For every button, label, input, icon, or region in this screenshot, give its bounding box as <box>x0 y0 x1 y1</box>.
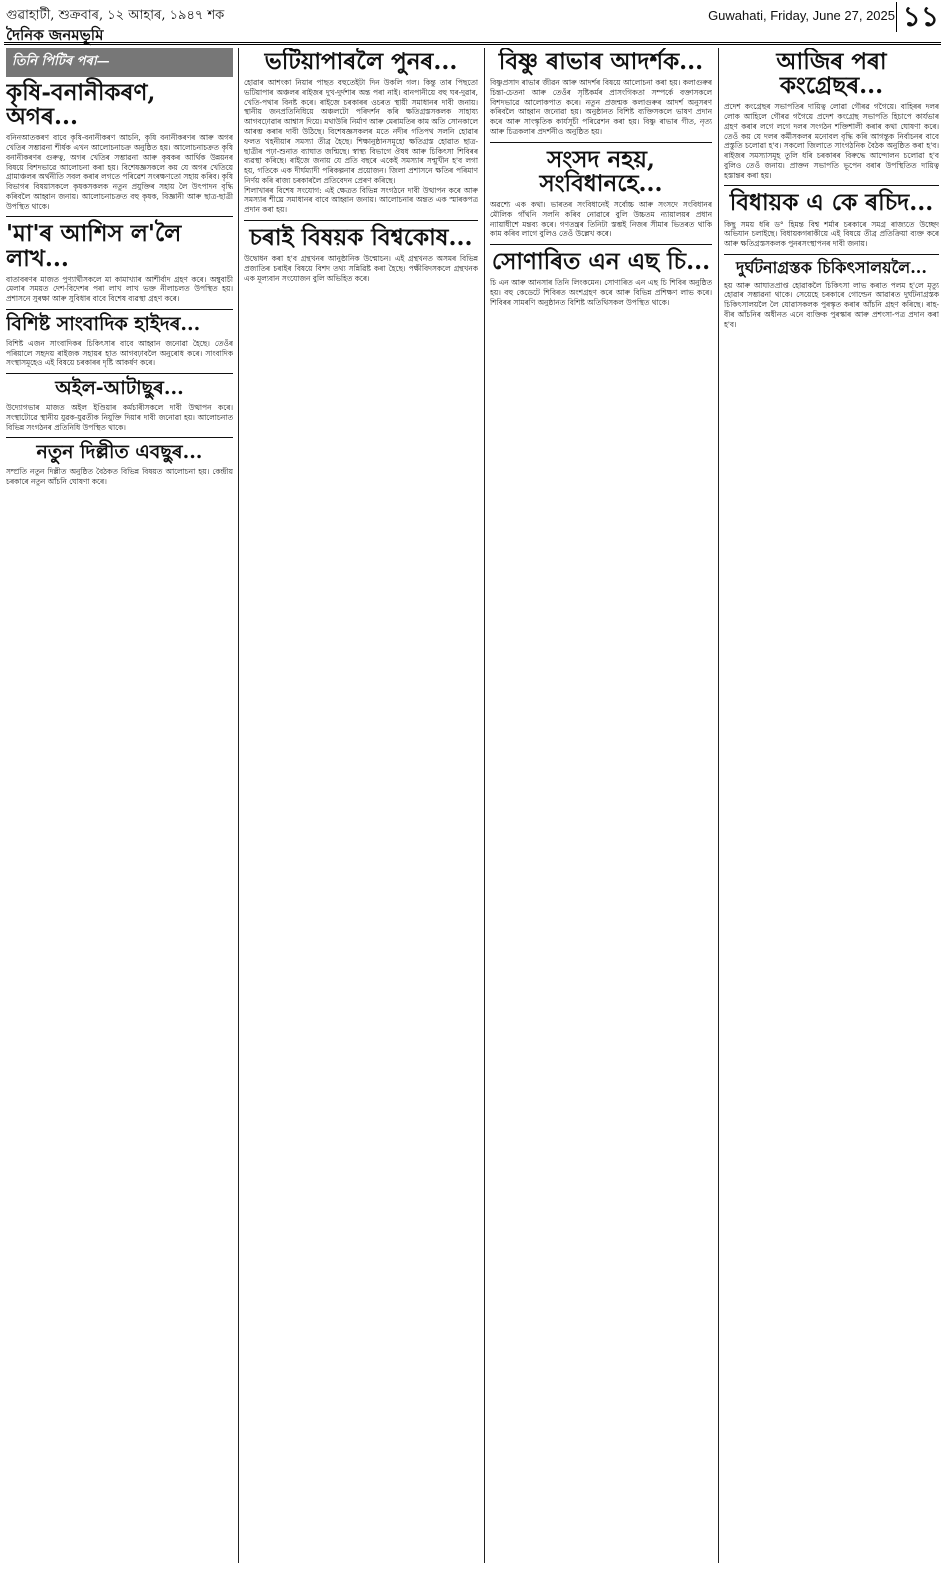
header-rule <box>4 42 941 45</box>
headline-bhatiapar[interactable]: ভটিয়াপাৰলৈ পুনৰ... <box>264 48 458 75</box>
divider <box>244 220 478 221</box>
divider <box>6 216 233 217</box>
article-body: চি এন আৰু আনসাৰ তিনি লিংকমেন। সোণাৰিত এন এছ চি শিবিৰ অনুষ্ঠিত হয়। বহু কেডেটে শিবিৰত অংশগ্ৰহণ কৰে আৰু বিভিন্ন প্ৰশিক্ষণ লাভ কৰে। শিবিৰৰ সামৰণি অনুষ্ঠানত বিশিষ্ট অতিথিসকল উপস্থিত থাকে। <box>490 278 712 307</box>
page-header <box>0 0 945 54</box>
page-number: ১১ <box>896 2 939 32</box>
headline-bishnu-rabha[interactable]: বিষ্ণু ৰাভাৰ আদৰ্শক... <box>498 48 704 75</box>
headline-agar[interactable]: কৃষি-বনানীকৰণ, অগৰ... <box>6 79 156 131</box>
article-body: বিষ্ণুপ্ৰসাদ ৰাভাৰ জীৱন আৰু আদৰ্শৰ বিষয়ে আলোচনা কৰা হয়। কলাগুৰুৰ চিন্তা-চেতনা আৰু তেওঁৰ সৃষ্টিকৰ্মৰ প্ৰাসংগিকতা সম্পৰ্কে বক্তাসকলে বিশদভাৱে আলোকপাত কৰে। নতুন প্ৰজন্মক কলাগুৰুৰ আদৰ্শ অনুসৰণ কৰিবলৈ আহ্বান জনোৱা হয়। অনুষ্ঠানত বিশিষ্ট ব্যক্তিসকলে ভাষণ প্ৰদান কৰে আৰু সাংস্কৃতিক কাৰ্যসূচী পৰিৱেশন কৰা হয়। বিষ্ণু ৰাভাৰ গীত, নৃত্য আৰু চিত্ৰকলাৰ প্ৰদৰ্শনীও অনুষ্ঠিত হয়। <box>490 78 712 136</box>
header-date-local: গুৱাহাটী, শুক্রবাৰ, ১২ আহাৰ, ১৯৪৭ শক <box>6 8 225 23</box>
divider <box>724 185 939 186</box>
article-body: হোৱাৰ আশংকা নিয়াৰ পাছত বহুতেইটা দিন উকলি গল। কিন্তু তাৰ পিছতো ভটিয়াপাৰ অঞ্চলৰ ৰাইজৰ দুখ-দুৰ্দশাৰ অন্ত পৰা নাই। বানপানীয়ে বহু ঘৰ-দুৱাৰ, খেতি-পথাৰ বিনষ্ট কৰে। ৰাইজে চৰকাৰৰ ওচৰত স্থায়ী সমাধানৰ দাবী জনায়। স্থানীয় জনপ্ৰতিনিধিয়ে অঞ্চলটো পৰিদৰ্শন কৰি ক্ষতিগ্ৰস্তসকলক সাহায্য আগবঢ়োৱাৰ আশ্বাস দিয়ে। মথাউৰি নিৰ্মাণ আৰু মেৰামতিৰ কাম অতি সোনকালে আৰম্ভ কৰাৰ দাবী উঠিছে। বিশেষজ্ঞসকলৰ মতে নদীৰ গতিপথ সলনি হোৱাৰ ফলত খহনীয়াৰ সমস্যা তীব্ৰ হৈছে। শিক্ষানুষ্ঠানসমূহো ক্ষতিগ্ৰস্ত হোৱাত ছাত্ৰ-ছাত্ৰীৰ পঢ়া-শুনাত ব্যাঘাত জন্মিছে। স্বাস্থ্য বিভাগে ঔষধ আৰু চিকিৎসা শিবিৰৰ ব্যৱস্থা কৰিছে। ৰাইজে জনায় যে প্ৰতি বছৰে একেই সমস্যাৰ সন্মুখীন হ'ব লগা হয়, গতিকে এক দীৰ্ঘম্যাদী পৰিকল্পনাৰ প্ৰয়োজন। জিলা প্ৰশাসনে ক্ষতিৰ পৰিমাণ নিৰ্ণয় কৰি ৰাজ্য চৰকাৰলৈ প্ৰতিবেদন প্ৰেৰণ কৰিছে। <box>244 78 478 185</box>
continued-kicker: তিনি পিটিৰ পৰা— <box>6 48 233 77</box>
headline-delhi[interactable]: নতুন দিল্লীত এবছুৰ... <box>36 441 203 464</box>
headline-constitution[interactable]: সংসদ নহয়, সংবিধানহে... <box>539 145 663 197</box>
column-rule <box>718 48 719 1563</box>
header-date-english: Guwahati, Friday, June 27, 2025 <box>708 8 895 23</box>
masthead: দৈনিক জনমভূমি <box>6 26 104 44</box>
article-body: উদ্বোধন কৰা হ'ব গ্ৰন্থখনৰ আনুষ্ঠানিক উন্মোচন। এই গ্ৰন্থখনত অসমৰ বিভিন্ন প্ৰজাতিৰ চৰাইৰ বিষয়ে বিশদ তথ্য সন্নিৱিষ্ট কৰা হৈছে। পক্ষীবিদসকলে গ্ৰন্থখনক এক মূল্যবান সংযোজন বুলি অভিহিত কৰে। <box>244 254 478 283</box>
article-body: বাতাবৰণৰ মাজত পুণ্যাৰ্থীসকলে মা কামাখ্যাৰ আশীৰ্বাদ গ্ৰহণ কৰে। অম্বুবাচী মেলাৰ সময়ত দেশ-বিদেশৰ পৰা লাখ লাখ ভক্ত নীলাচলত উপস্থিত হয়। প্ৰশাসনে সুৰক্ষা আৰু সুবিধাৰ বাবে বিশেষ ব্যৱস্থা গ্ৰহণ কৰে। <box>6 274 233 304</box>
column-3 <box>490 48 712 1563</box>
headline-ncc[interactable]: সোণাৰিত এন এছ চি... <box>491 248 711 276</box>
headline-mla[interactable]: বিধায়ক এ কে ৰচিদ... <box>729 189 934 217</box>
column-2 <box>244 48 478 1563</box>
headline-oil[interactable]: অইল-আটাছুৰ... <box>55 377 184 400</box>
divider <box>6 373 233 374</box>
article-body: অৱশ্যে এক কথা। ভাৰতৰ সংবিধানেই সৰ্বোচ্চ আৰু সংসদে সংবিধানৰ মৌলিক গাঁথনি সলনি কৰিব নোৱাৰে বুলি উচ্চতম ন্যায়ালয়ৰ প্ৰধান ন্যায়াধীশে মন্তব্য কৰে। গণতন্ত্ৰৰ তিনিটা স্তম্ভই নিজৰ সীমাৰ ভিতৰত থাকি কাম কৰিব লাগে বুলিও তেওঁ উল্লেখ কৰে। <box>490 200 712 239</box>
article-body: শিলাখাৰৰ বিশেষ সংযোগ: এই ক্ষেত্ৰত বিভিন্ন সংগঠনে দাবী উত্থাপন কৰে আৰু সমস্যাৰ শীঘ্ৰে সমাধানৰ বাবে আহ্বান জনায়। আলোচনাৰ অন্তত এক স্মাৰকপত্ৰ প্ৰদান কৰা হয়। <box>244 185 478 215</box>
column-4 <box>724 48 939 1563</box>
headline-kamakhya[interactable]: 'মা'ৰ আশিস ল'লৈ লাখ... <box>6 220 182 272</box>
article-body: হয় আৰু আঘাতপ্ৰাপ্ত হোৱাকলৈ চিকিৎসা লাভ কৰাত পলম হ'লে মৃত্যু হোৱাৰ সম্ভাৱনা থাকে। সেয়েহে চৰকাৰে গোল্ডেন আৱাৰত দুৰ্ঘটনাগ্ৰস্তক চিকিৎসালয়লৈ লৈ যোৱাসকলক পুৰস্কৃত কৰাৰ আঁচনি গ্ৰহণ কৰিছে। ৰাহ-বীৰ আঁচনিৰ অধীনত এনে ব্যক্তিক পুৰস্কাৰ আৰু প্ৰশংসা-পত্ৰ প্ৰদান কৰা হ'ব। <box>724 280 939 329</box>
article-body: বিশিষ্ট এজন সাংবাদিকৰ চিকিৎসাৰ বাবে আহ্বান জনোৱা হৈছে। তেওঁৰ পৰিয়ালে সহৃদয় ৰাইজক সহায়ৰ হাত আগবঢ়াবলৈ অনুৰোধ কৰে। সাংবাদিক সংস্থাসমূহেও এই বিষয়ে চৰকাৰৰ দৃষ্টি আকৰ্ষণ কৰে। <box>6 338 233 368</box>
headline-bird-encyclopedia[interactable]: চৰাই বিষয়ক বিশ্বকোষ... <box>249 223 473 251</box>
column-rule <box>484 48 485 1563</box>
article-body: সম্প্ৰতি নতুন দিল্লীত অনুষ্ঠিত বৈঠকত বিভিন্ন বিষয়ত আলোচনা হয়। কেন্দ্ৰীয় চৰকাৰে নতুন আঁচনি ঘোষণা কৰে। <box>6 467 233 487</box>
divider <box>490 244 712 245</box>
article-body: উদ্যোগভাৰ মাজত অইল ইণ্ডিয়াৰ কৰ্মচাৰীসকলে দাবী উত্থাপন কৰে। সংস্থাটোৱে স্থানীয় যুৱক-যুৱতীক নিযুক্তি দিয়াৰ দাবী জনোৱা হয়। আলোচনাত বিভিন্ন সংগঠনৰ প্ৰতিনিধি উপস্থিত থাকে। <box>6 403 233 432</box>
column-rule <box>238 48 239 1563</box>
headline-congress[interactable]: আজিৰ পৰা কংগ্ৰেছৰ... <box>776 48 887 100</box>
headline-accident[interactable]: দুৰ্ঘটনাগ্ৰস্তক চিকিৎসালয়লৈ... <box>736 257 927 277</box>
article-body: বনিনআতকৰণ বাবে কৃষি-বনানীকৰণ আচনি, কৃষি বনানীকৰণৰ আৰু অগৰ খেতিৰ সম্ভাৱনা শীৰ্ষক এখন আলোচনাচক্ৰ অনুষ্ঠিত হয়। আলোচনাচক্ৰত কৃষি বনানীকৰণৰ গুৰুত্ব, অগৰ খেতিৰ সম্ভাৱনা আৰু কৃষকৰ আৰ্থিক উন্নয়নৰ বিষয়ে বিশদভাৱে আলোচনা কৰা হয়। বিশেষজ্ঞসকলে কয় যে অগৰ খেতিয়ে গ্ৰামাঞ্চলৰ অৰ্থনীতি সবল কৰাৰ লগতে পৰিৱেশ সংৰক্ষণতো সহায় কৰিব। কৃষি বিভাগৰ বিষয়াসকলে কৃষকসকলক নতুন প্ৰযুক্তিৰ সহায় লৈ উৎপাদন বৃদ্ধি কৰিবলৈ আহ্বান জনায়। আলোচনাচক্ৰত বহু কৃষক, বিজ্ঞানী আৰু ছাত্ৰ-ছাত্ৰী উপস্থিত থাকে। <box>6 133 233 211</box>
divider <box>490 142 712 143</box>
divider <box>6 309 233 310</box>
article-body: কিছু সময় ধৰি ড° হিমন্ত বিশ্ব শৰ্মাৰ চৰকাৰে সমগ্ৰ ৰাজ্যতে উচ্ছেদ অভিযান চলাইছে। বিধায়কগৰাকীয়ে এই বিষয়ে তীব্ৰ প্ৰতিক্ৰিয়া ব্যক্ত কৰে আৰু ক্ষতিগ্ৰস্তসকলক পুনৰসংস্থাপনৰ দাবী জনায়। <box>724 219 939 249</box>
divider <box>6 437 233 438</box>
headline-journalist[interactable]: বিশিষ্ট সাংবাদিক হাইদৰ... <box>6 312 201 335</box>
divider <box>724 254 939 255</box>
column-1 <box>6 48 233 1563</box>
article-body: প্ৰদেশ কংগ্ৰেছৰ সভাপতিৰ দায়িত্ব লোৱা গৌৰৱ গগৈয়ে। বাহিৰৰ দলৰ লোক আহিলে গৌৰৱ গগৈয়ে প্ৰদেশ কংগ্ৰেছ সভাপতি হিচাপে কাৰ্যভাৰ গ্ৰহণ কৰাৰ লগে লগে দলৰ সংগঠন শক্তিশালী কৰাৰ কথা ঘোষণা কৰে। তেওঁ কয় যে দলৰ কৰ্মীসকলৰ মনোবল বৃদ্ধি কৰি আগন্তুক নিৰ্বাচনৰ বাবে প্ৰস্তুতি চলোৱা হ'ব। সকলো জিলাতে সাংগঠনিক বৈঠক অনুষ্ঠিত কৰা হ'ব। ৰাইজৰ সমস্যাসমূহ তুলি ধৰি চৰকাৰৰ বিৰুদ্ধে আন্দোলন চলোৱা হ'ব বুলিও তেওঁ জনায়। প্ৰাক্তন সভাপতি ভূপেন বৰাৰ উপস্থিতিত দায়িত্ব হস্তান্তৰ কৰা হয়। <box>724 102 939 180</box>
